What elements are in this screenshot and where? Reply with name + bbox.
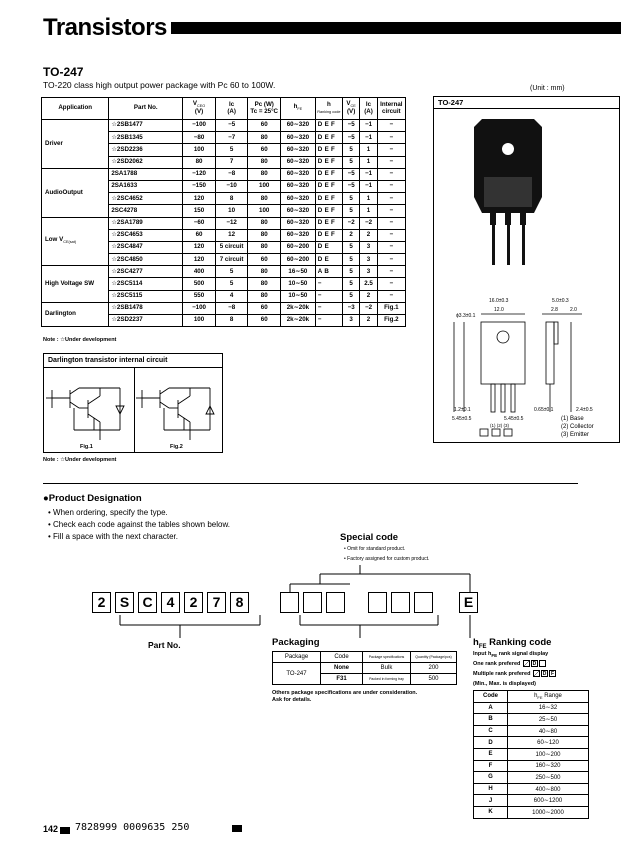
table-cell: 8 [215, 193, 248, 205]
svg-text:12.0: 12.0 [494, 307, 504, 313]
table-cell: 400 [183, 266, 216, 278]
note-under-development: Note : ☆Under development [43, 337, 117, 343]
table-cell: D E F [315, 120, 342, 132]
rank-code-cell: D [474, 737, 508, 749]
svg-text:0.65±0.1: 0.65±0.1 [534, 407, 554, 413]
package-subtitle: TO-220 class high output power package with Pc 60 to 100W. [43, 80, 276, 90]
table-cell: 5 [342, 156, 359, 168]
table-cell: −5 [215, 120, 248, 132]
legend-emitter: (3) Emitter [561, 432, 590, 438]
table-cell: − [377, 254, 405, 266]
table-cell: 550 [183, 290, 216, 302]
table-cell: 80 [248, 290, 281, 302]
svg-text:16.0±0.3: 16.0±0.3 [489, 298, 509, 304]
table-cell: 2 [342, 229, 359, 241]
table-cell: 60 [248, 254, 281, 266]
table-row [42, 302, 406, 314]
table-cell: 1 [360, 144, 377, 156]
th-vceo: $V_{CEO}$ (V) [183, 98, 216, 120]
special-code-title: Special code [340, 532, 399, 543]
table-cell: 3 [360, 241, 377, 253]
table-cell: 5 [342, 254, 359, 266]
table-cell: 5 circuit [215, 241, 248, 253]
table-cell: 1 [360, 205, 377, 217]
table-cell: 5 [342, 144, 359, 156]
svg-text:5.45±0.5: 5.45±0.5 [452, 416, 472, 422]
part-number-cell: 2SA1788 [109, 168, 183, 180]
rank-range-cell: 400∼800 [508, 783, 589, 795]
table-cell: 2 [360, 290, 377, 302]
table-cell: −5 [342, 168, 359, 180]
rank-code-cell: E [474, 748, 508, 760]
part-number-cell: ☆2SC4850 [109, 254, 183, 266]
table-cell: −12 [215, 217, 248, 229]
rank-range-cell: 250∼500 [508, 772, 589, 784]
part-no-label: Part No. [148, 640, 181, 650]
th-pc: Pc (W) Tc = 25°C [248, 98, 281, 120]
table-row [474, 737, 589, 749]
table-cell: Fig.2 [377, 315, 405, 327]
part-number-cell: ☆2SD2237 [109, 315, 183, 327]
table-cell: −10 [215, 180, 248, 192]
hfe-input-line: Input $h_{FE}$ rank signal display [473, 651, 549, 659]
table-cell: − [377, 278, 405, 290]
rank-code-box: E [459, 592, 478, 613]
table-cell: −2 [342, 217, 359, 229]
table-cell: D E F [315, 168, 342, 180]
table-cell: − [377, 120, 405, 132]
table-cell: −2 [360, 217, 377, 229]
table-cell: −8 [215, 168, 248, 180]
table-cell: D E F [315, 144, 342, 156]
table-cell: 10∼50 [281, 278, 316, 290]
hfe-multi-rank: Multiple rank prefered D F [473, 670, 555, 677]
to247-drawing [434, 109, 621, 444]
table-cell: 60 [248, 120, 281, 132]
empty-code-box [368, 592, 387, 613]
hfe-ranking-title: $h_{FE}$ Ranking code [473, 637, 552, 650]
table-cell: 80 [248, 156, 281, 168]
part-number-cell: ☆2SC4277 [109, 266, 183, 278]
table-cell: D E F [315, 180, 342, 192]
table-cell: 80 [248, 241, 281, 253]
table-cell: −5 [342, 180, 359, 192]
header-bar [171, 22, 621, 34]
table-cell: 12 [215, 229, 248, 241]
table-cell: − [377, 290, 405, 302]
table-cell: 5 [342, 290, 359, 302]
svg-text:2.8: 2.8 [551, 307, 558, 313]
table-cell: 60 [248, 144, 281, 156]
darlington-title: Darlington transistor internal circuit [44, 354, 222, 368]
table-cell: 5 [215, 266, 248, 278]
page-number: 142 [43, 824, 59, 834]
part-code-char-box: 8 [230, 592, 249, 613]
table-cell: 120 [183, 193, 216, 205]
svg-text:1.2±0.1: 1.2±0.1 [454, 407, 471, 413]
table-cell: −120 [183, 168, 216, 180]
application-cell: High Voltage SW [42, 266, 109, 303]
part-number-cell: ☆2SB1477 [109, 120, 183, 132]
table-cell: 5 [342, 205, 359, 217]
table-cell: 80 [248, 132, 281, 144]
table-cell: D E F [315, 217, 342, 229]
table-row [474, 748, 589, 760]
table-cell: 2k∼20k [281, 302, 316, 314]
table-row [474, 760, 589, 772]
bullet-1: • When ordering, specify the type. [48, 508, 168, 517]
table-cell: 60∼320 [281, 229, 316, 241]
table-row [42, 168, 406, 180]
hfe-min-max-note: (Min., Max. is displayed) [473, 681, 536, 687]
table-cell: 60∼320 [281, 156, 316, 168]
legend-base: (1) Base [561, 416, 584, 422]
empty-code-box [414, 592, 433, 613]
rank-code-cell: C [474, 725, 508, 737]
table-row [42, 266, 406, 278]
product-designation-title: ●Product Designation [43, 493, 142, 504]
table-cell: −1 [360, 120, 377, 132]
rank-code-cell: G [474, 772, 508, 784]
table-cell: −7 [215, 132, 248, 144]
table-cell: −5 [342, 132, 359, 144]
page-header [43, 14, 621, 40]
empty-code-box [303, 592, 322, 613]
table-cell: 5 [342, 278, 359, 290]
table-cell: − [377, 168, 405, 180]
table-cell: −1 [360, 168, 377, 180]
table-cell: 5 [215, 278, 248, 290]
part-number-cell: ☆2SB1478 [109, 302, 183, 314]
special-note-2: • Factory assigned for custom product. [344, 556, 430, 562]
table-cell: D E [315, 241, 342, 253]
table-cell: − [377, 229, 405, 241]
to247-label: TO-247 [434, 97, 619, 109]
table-cell: 60∼320 [281, 144, 316, 156]
table-cell: 80 [248, 278, 281, 290]
rank-code-cell: A [474, 702, 508, 714]
part-code-char-box: C [138, 592, 157, 613]
empty-code-box [391, 592, 410, 613]
table-cell: − [315, 290, 342, 302]
table-row [474, 783, 589, 795]
table-cell: 60∼320 [281, 205, 316, 217]
table-cell: 4 [215, 290, 248, 302]
part-code-char-box: 4 [161, 592, 180, 613]
table-cell: 7 [215, 156, 248, 168]
hfe-ranking-table: Code $h_{FE}$ Range A 16∼32 B 25∼50 C 40∼80 D 60∼120 E 100∼200 F 160∼320 G 250∼500 H 400∼800 J 600∼1200 K 1000∼2000 [473, 690, 589, 819]
rank-range-cell: 600∼1200 [508, 795, 589, 807]
fig1-label: Fig.1 [80, 444, 93, 450]
table-row [42, 120, 406, 132]
table-cell: 100 [183, 144, 216, 156]
svg-text:2.4±0.5: 2.4±0.5 [576, 407, 593, 413]
table-cell: 80 [248, 229, 281, 241]
th-vce: $V_{CE}$ (V) [342, 98, 359, 120]
rank-range-cell: 1000∼2000 [508, 806, 589, 818]
pin-number-text: (1) (2) (3) [490, 423, 509, 428]
svg-text:2.0: 2.0 [570, 307, 577, 313]
table-cell: 60∼200 [281, 241, 316, 253]
table-cell: 80 [248, 168, 281, 180]
table-cell: −100 [183, 120, 216, 132]
part-code-char-box: 2 [184, 592, 203, 613]
table-row [474, 725, 589, 737]
packaging-table: Package Code Package specifications Quantity (Package/pcs) TO-247 None Bulk 200 F31 Packed in forming tray 500 [272, 651, 457, 685]
table-cell: 60∼320 [281, 180, 316, 192]
part-number-cell: ☆2SC4652 [109, 193, 183, 205]
table-cell: 10∼50 [281, 290, 316, 302]
note-under-development-2: Note : ☆Under development [43, 457, 117, 463]
table-row [474, 714, 589, 726]
table-cell: −100 [183, 302, 216, 314]
table-cell: D E F [315, 156, 342, 168]
svg-text:ϕ3.3±0.1: ϕ3.3±0.1 [456, 313, 476, 319]
table-cell: 100 [248, 205, 281, 217]
th-application: Application [42, 98, 109, 120]
transistor-table [41, 97, 406, 327]
table-cell: 16∼50 [281, 266, 316, 278]
table-cell: 500 [183, 278, 216, 290]
table-cell: − [315, 302, 342, 314]
table-cell: 10 [215, 205, 248, 217]
table-cell: 60 [248, 302, 281, 314]
rank-code-cell: F [474, 760, 508, 772]
application-cell: Darlington [42, 302, 109, 326]
table-cell: 120 [183, 254, 216, 266]
rank-range-cell: 100∼200 [508, 748, 589, 760]
table-cell: Fig.1 [377, 302, 405, 314]
table-cell: 80 [183, 156, 216, 168]
to247-drawing-box [433, 96, 620, 443]
pin-labels [490, 423, 510, 428]
part-number-cell: 2SC4278 [109, 205, 183, 217]
empty-code-box [280, 592, 299, 613]
table-cell: D E [315, 254, 342, 266]
table-cell: 1 [360, 193, 377, 205]
svg-text:5.45±0.5: 5.45±0.5 [504, 416, 524, 422]
table-cell: − [315, 278, 342, 290]
application-cell: Low $V_{CE(sat)}$ [42, 217, 109, 266]
table-cell: 60 [183, 229, 216, 241]
table-row [474, 772, 589, 784]
table-cell: 3 [342, 315, 359, 327]
table-cell: 60∼320 [281, 132, 316, 144]
page-title: Transistors [43, 14, 167, 41]
th-ic: Ic (A) [215, 98, 248, 120]
table-cell: 2 [360, 315, 377, 327]
rank-range-cell: 60∼120 [508, 737, 589, 749]
footer-barcode-number: 7828999 0009635 250 [75, 822, 190, 833]
package-title: TO-247 [43, 65, 84, 79]
table-cell: D E F [315, 193, 342, 205]
table-cell: −60 [183, 217, 216, 229]
application-cell: AudioOutput [42, 168, 109, 217]
application-cell: Driver [42, 120, 109, 169]
table-cell: 120 [183, 241, 216, 253]
svg-text:5.0±0.3: 5.0±0.3 [552, 298, 569, 304]
table-cell: 3 [360, 266, 377, 278]
table-row [474, 806, 589, 818]
part-number-cell: ☆2SA1789 [109, 217, 183, 229]
table-cell: 150 [183, 205, 216, 217]
table-cell: 5 [215, 144, 248, 156]
table-cell: − [377, 205, 405, 217]
section-divider [43, 483, 578, 484]
th-internal: Internal circuit [377, 98, 405, 120]
table-cell: 60∼320 [281, 120, 316, 132]
table-cell: − [377, 144, 405, 156]
table-cell: 2 [360, 229, 377, 241]
table-cell: 2.5 [360, 278, 377, 290]
table-cell: 100 [183, 315, 216, 327]
table-cell: 5 [342, 266, 359, 278]
table-cell: 80 [248, 193, 281, 205]
th-part-no: Part No. [109, 98, 183, 120]
table-row [474, 702, 589, 714]
table-row [42, 217, 406, 229]
table-cell: 7 circuit [215, 254, 248, 266]
table-cell: − [377, 132, 405, 144]
part-number-cell: ☆2SC5115 [109, 290, 183, 302]
table-cell: A B [315, 266, 342, 278]
rank-range-cell: 16∼32 [508, 702, 589, 714]
empty-code-box [326, 592, 345, 613]
th-hfe: $h_{FE}$ [281, 98, 316, 120]
table-cell: 1 [360, 156, 377, 168]
rank-range-cell: 160∼320 [508, 760, 589, 772]
table-cell: 60∼320 [281, 217, 316, 229]
table-cell: 100 [248, 180, 281, 192]
rank-range-cell: 25∼50 [508, 714, 589, 726]
th-ic2: Ic (A) [360, 98, 377, 120]
part-number-cell: ☆2SD2236 [109, 144, 183, 156]
table-cell: −80 [183, 132, 216, 144]
bullet-3: • Fill a space with the next character. [48, 532, 178, 541]
packaging-note: Others package specifications are under consideration. Ask for details. [272, 690, 418, 703]
part-number-cell: ☆2SB1345 [109, 132, 183, 144]
table-cell: D E F [315, 205, 342, 217]
table-cell: − [377, 156, 405, 168]
table-cell: 80 [248, 266, 281, 278]
bullet-2: • Check each code against the tables shown below. [48, 520, 231, 529]
table-cell: − [315, 315, 342, 327]
part-number-cell: ☆2SC4847 [109, 241, 183, 253]
rank-code-cell: K [474, 806, 508, 818]
table-cell: 60∼200 [281, 254, 316, 266]
part-number-cell: ☆2SD2062 [109, 156, 183, 168]
table-cell: D E F [315, 229, 342, 241]
hfe-one-rank: One rank prefered D [473, 660, 546, 667]
table-cell: − [377, 180, 405, 192]
part-code-char-box: 2 [92, 592, 111, 613]
darlington-circuit-box [43, 353, 223, 453]
darlington-circuit-diagram [44, 368, 224, 454]
th-hfe-rank: h Ranking code [315, 98, 342, 120]
rank-code-cell: H [474, 783, 508, 795]
table-cell: D E F [315, 132, 342, 144]
table-cell: 5 [342, 193, 359, 205]
legend-collector: (2) Collector [561, 424, 594, 430]
part-number-cell: 2SA1633 [109, 180, 183, 192]
table-cell: −2 [360, 302, 377, 314]
part-number-cell: ☆2SC4653 [109, 229, 183, 241]
table-cell: 3 [360, 254, 377, 266]
table-cell: − [377, 241, 405, 253]
part-code-char-box: 7 [207, 592, 226, 613]
table-cell: − [377, 266, 405, 278]
rank-code-cell: B [474, 714, 508, 726]
packaging-title: Packaging [272, 637, 320, 648]
rank-range-cell: 40∼80 [508, 725, 589, 737]
part-number-cell: ☆2SC5114 [109, 278, 183, 290]
table-cell: −5 [342, 120, 359, 132]
table-cell: −3 [342, 302, 359, 314]
table-cell: − [377, 193, 405, 205]
table-cell: 8 [215, 315, 248, 327]
packaging-package: TO-247 [273, 663, 321, 685]
table-cell: − [377, 217, 405, 229]
table-cell: −1 [360, 132, 377, 144]
table-cell: 5 [342, 241, 359, 253]
table-cell: −8 [215, 302, 248, 314]
table-cell: −150 [183, 180, 216, 192]
rank-code-cell: J [474, 795, 508, 807]
table-cell: 80 [248, 217, 281, 229]
table-cell: 60 [248, 315, 281, 327]
fig2-label: Fig.2 [170, 444, 183, 450]
table-cell: 60∼320 [281, 168, 316, 180]
unit-label: (Unit : mm) [530, 85, 565, 92]
table-cell: −1 [360, 180, 377, 192]
part-code-char-box: S [115, 592, 134, 613]
table-cell: 2k∼20k [281, 315, 316, 327]
table-cell: 60∼320 [281, 193, 316, 205]
special-note-1: • Omit for standard product. [344, 546, 406, 552]
table-row [474, 795, 589, 807]
